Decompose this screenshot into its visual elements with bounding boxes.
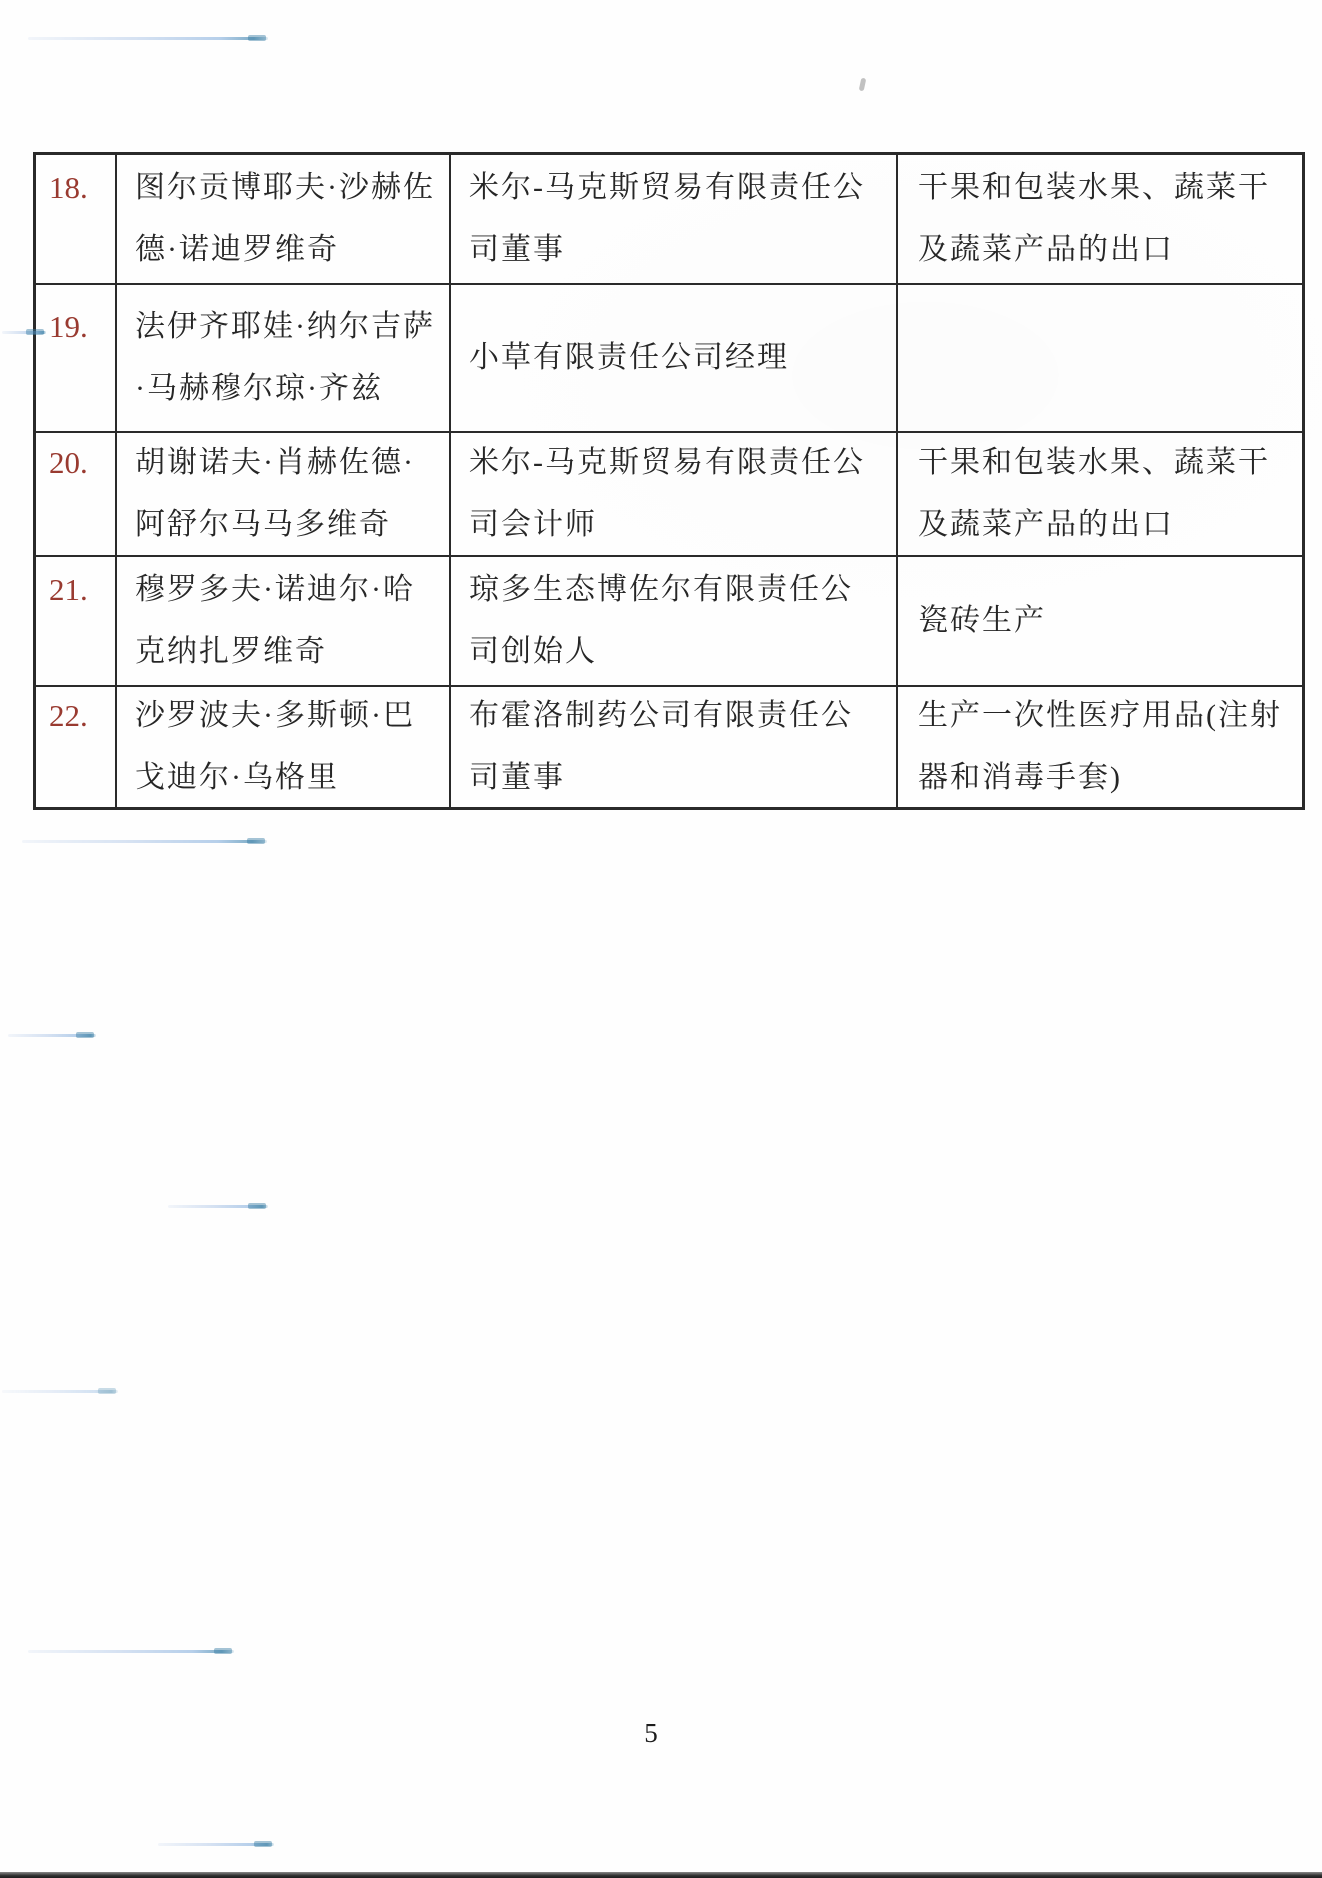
table-cell-activity: 干果和包装水果、蔬菜干及蔬菜产品的出口 bbox=[898, 433, 1302, 557]
table-cell-no bbox=[36, 285, 117, 433]
table-cell-position: 米尔-马克斯贸易有限责任公司董事 bbox=[451, 155, 898, 285]
row-number: 18. bbox=[49, 170, 88, 205]
table-cell-no bbox=[36, 687, 117, 807]
table-cell-no bbox=[36, 557, 117, 687]
scan-speck bbox=[859, 78, 867, 92]
table-cell-activity bbox=[898, 285, 1302, 433]
row-number: 22. bbox=[49, 698, 88, 733]
table-cell-name: 沙罗波夫·多斯顿·巴戈迪尔·乌格里 bbox=[117, 687, 451, 807]
scan-artifact-streak bbox=[22, 840, 267, 843]
scan-artifact-streak bbox=[8, 1034, 96, 1037]
row-number: 21. bbox=[49, 572, 88, 607]
scan-edge-strip bbox=[0, 1872, 1322, 1878]
scan-artifact-streak bbox=[28, 37, 268, 40]
table-cell-no bbox=[36, 433, 117, 557]
table-cell-activity: 干果和包装水果、蔬菜干及蔬菜产品的出口 bbox=[898, 155, 1302, 285]
table-cell-position: 米尔-马克斯贸易有限责任公司会计师 bbox=[451, 433, 898, 557]
table-cell-name: 穆罗多夫·诺迪尔·哈克纳扎罗维奇 bbox=[117, 557, 451, 687]
scan-artifact-streak bbox=[28, 1650, 234, 1653]
scan-artifact-streak bbox=[2, 331, 46, 334]
table-cell-activity: 瓷砖生产 bbox=[898, 557, 1302, 687]
table-cell-position: 布霍洛制药公司有限责任公司董事 bbox=[451, 687, 898, 807]
table-cell-position: 琼多生态博佐尔有限责任公司创始人 bbox=[451, 557, 898, 687]
scan-artifact-streak bbox=[158, 1843, 274, 1846]
row-number: 19. bbox=[49, 309, 88, 344]
table-cell-position: 小草有限责任公司经理 bbox=[451, 285, 898, 433]
table-cell-name: 图尔贡博耶夫·沙赫佐德·诺迪罗维奇 bbox=[117, 155, 451, 285]
table-cell-name: 法伊齐耶娃·纳尔吉萨·马赫穆尔琼·齐兹 bbox=[117, 285, 451, 433]
scan-artifact-streak bbox=[2, 1390, 118, 1393]
page-number: 5 bbox=[644, 1718, 658, 1748]
table-cell-activity: 生产一次性医疗用品(注射器和消毒手套) bbox=[918, 699, 1282, 794]
people-table bbox=[33, 152, 1305, 810]
table-cell-no bbox=[36, 155, 117, 285]
row-number: 20. bbox=[49, 445, 88, 480]
table-cell-name: 胡谢诺夫·肖赫佐德·阿舒尔马马多维奇 bbox=[117, 433, 451, 557]
scan-artifact-streak bbox=[168, 1205, 268, 1208]
